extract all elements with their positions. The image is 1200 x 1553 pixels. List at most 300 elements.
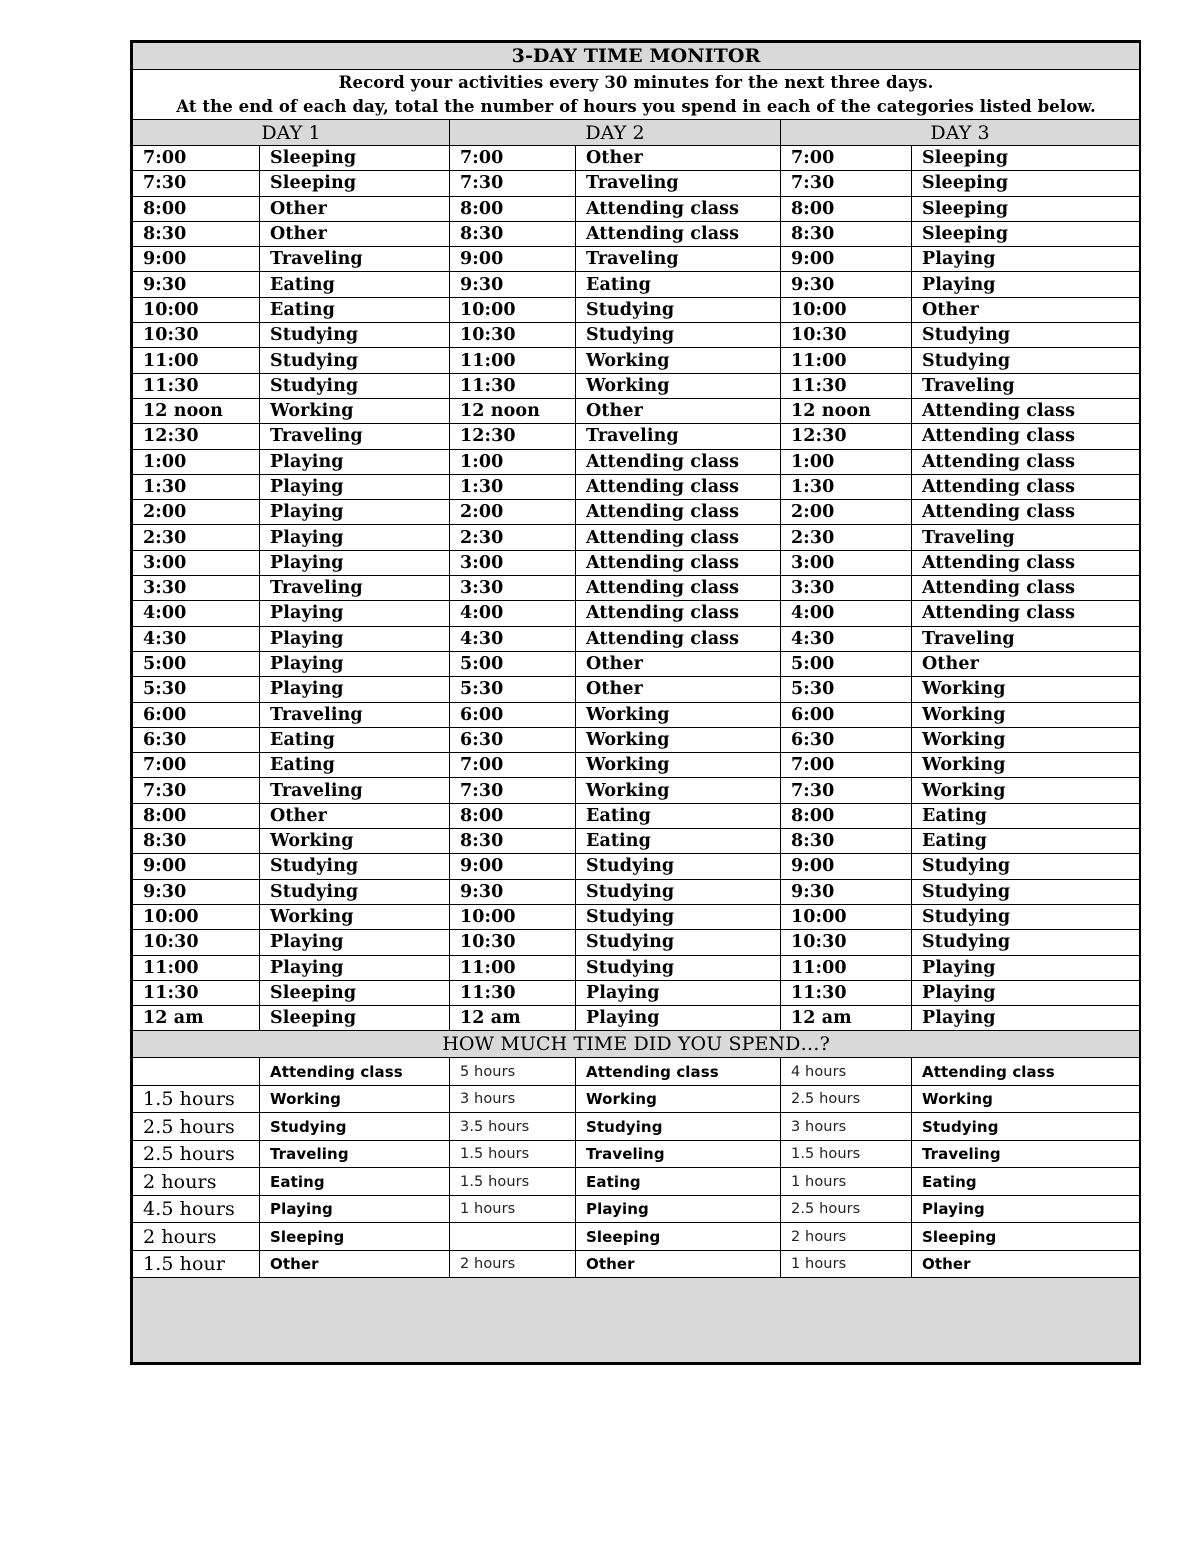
log-row bbox=[133, 980, 1140, 1005]
day-2-category: Attending class bbox=[576, 1058, 781, 1086]
day-3-time: 9:00 bbox=[781, 854, 912, 879]
day-2-time: 12 noon bbox=[450, 398, 576, 423]
day-3-time: 4:30 bbox=[781, 626, 912, 651]
day-1-category: Traveling bbox=[260, 1140, 450, 1168]
day-2-category: Playing bbox=[576, 1195, 781, 1223]
day-2-time: 6:30 bbox=[450, 727, 576, 752]
day-2-activity: Working bbox=[576, 373, 781, 398]
day-1-time: 12 am bbox=[133, 1006, 260, 1031]
log-row bbox=[133, 221, 1140, 246]
log-row bbox=[133, 1006, 1140, 1031]
day-3-activity: Eating bbox=[912, 829, 1140, 854]
day-1-time: 7:30 bbox=[133, 778, 260, 803]
day-2-hours: 3 hours bbox=[450, 1085, 576, 1113]
day-1-time: 4:00 bbox=[133, 601, 260, 626]
log-row bbox=[133, 677, 1140, 702]
day-2-activity: Attending class bbox=[576, 576, 781, 601]
day-1-time: 7:00 bbox=[133, 146, 260, 171]
day-1-time: 10:30 bbox=[133, 930, 260, 955]
day-1-activity: Playing bbox=[260, 601, 450, 626]
day-2-category: Working bbox=[576, 1085, 781, 1113]
day-3-activity: Attending class bbox=[912, 576, 1140, 601]
day-3-time: 9:30 bbox=[781, 272, 912, 297]
day-3-activity: Working bbox=[912, 677, 1140, 702]
day-1-activity: Playing bbox=[260, 626, 450, 651]
day-1-time: 9:30 bbox=[133, 879, 260, 904]
instructions bbox=[133, 70, 1140, 120]
day-2-activity: Traveling bbox=[576, 424, 781, 449]
day-3-category: Eating bbox=[912, 1168, 1140, 1196]
day-2-time: 7:00 bbox=[450, 753, 576, 778]
day-1-activity: Eating bbox=[260, 272, 450, 297]
day-3-activity: Attending class bbox=[912, 474, 1140, 499]
day-2-time: 7:30 bbox=[450, 171, 576, 196]
day-2-category: Other bbox=[576, 1250, 781, 1278]
day-1-activity: Sleeping bbox=[260, 980, 450, 1005]
day-3-activity: Attending class bbox=[912, 398, 1140, 423]
day-3-time: 3:00 bbox=[781, 550, 912, 575]
log-row bbox=[133, 651, 1140, 676]
day-1-time: 1:00 bbox=[133, 449, 260, 474]
day-2-activity: Attending class bbox=[576, 474, 781, 499]
day-2-activity: Eating bbox=[576, 272, 781, 297]
day-2-activity: Attending class bbox=[576, 196, 781, 221]
log-row bbox=[133, 474, 1140, 499]
day-3-header: DAY 3 bbox=[781, 120, 1140, 146]
day-3-time: 2:30 bbox=[781, 525, 912, 550]
day-1-hours: 2 hours bbox=[133, 1168, 260, 1196]
day-3-activity: Studying bbox=[912, 879, 1140, 904]
day-2-activity: Studying bbox=[576, 297, 781, 322]
day-3-activity: Studying bbox=[912, 904, 1140, 929]
log-row bbox=[133, 753, 1140, 778]
day-2-time: 9:00 bbox=[450, 854, 576, 879]
time-monitor-sheet bbox=[130, 40, 1141, 1365]
day-1-activity: Playing bbox=[260, 500, 450, 525]
day-3-category: Working bbox=[912, 1085, 1140, 1113]
day-3-hours: 4 hours bbox=[781, 1058, 912, 1086]
summary-row bbox=[133, 1250, 1140, 1278]
day-1-time: 7:00 bbox=[133, 753, 260, 778]
day-3-category: Sleeping bbox=[912, 1223, 1140, 1251]
day-1-category: Studying bbox=[260, 1113, 450, 1141]
day-3-activity: Studying bbox=[912, 930, 1140, 955]
day-1-activity: Traveling bbox=[260, 247, 450, 272]
day-2-time: 8:00 bbox=[450, 803, 576, 828]
log-row bbox=[133, 727, 1140, 752]
day-1-activity: Eating bbox=[260, 297, 450, 322]
day-2-hours bbox=[450, 1223, 576, 1251]
day-3-activity: Attending class bbox=[912, 550, 1140, 575]
day-1-time: 2:30 bbox=[133, 525, 260, 550]
day-3-activity: Attending class bbox=[912, 449, 1140, 474]
log-row bbox=[133, 323, 1140, 348]
day-3-time: 5:00 bbox=[781, 651, 912, 676]
day-2-category: Sleeping bbox=[576, 1223, 781, 1251]
log-row bbox=[133, 500, 1140, 525]
day-1-time: 5:00 bbox=[133, 651, 260, 676]
log-row bbox=[133, 803, 1140, 828]
day-3-activity: Studying bbox=[912, 323, 1140, 348]
day-2-activity: Other bbox=[576, 677, 781, 702]
day-1-activity: Traveling bbox=[260, 778, 450, 803]
instructions-line-1: Record your activities every 30 minutes for the next three days. bbox=[338, 73, 934, 92]
day-2-activity: Eating bbox=[576, 829, 781, 854]
day-2-header: DAY 2 bbox=[450, 120, 781, 146]
day-2-time: 2:30 bbox=[450, 525, 576, 550]
day-3-hours: 2 hours bbox=[781, 1223, 912, 1251]
day-1-time: 11:30 bbox=[133, 373, 260, 398]
day-1-time: 4:30 bbox=[133, 626, 260, 651]
day-2-time: 11:30 bbox=[450, 373, 576, 398]
day-1-time: 10:00 bbox=[133, 297, 260, 322]
day-1-hours: 1.5 hour bbox=[133, 1250, 260, 1278]
day-2-hours: 5 hours bbox=[450, 1058, 576, 1086]
day-2-time: 5:00 bbox=[450, 651, 576, 676]
day-1-activity: Other bbox=[260, 196, 450, 221]
day-2-activity: Eating bbox=[576, 803, 781, 828]
day-1-activity: Other bbox=[260, 803, 450, 828]
day-1-category: Playing bbox=[260, 1195, 450, 1223]
log-row bbox=[133, 576, 1140, 601]
day-1-category: Other bbox=[260, 1250, 450, 1278]
day-2-activity: Attending class bbox=[576, 550, 781, 575]
day-3-time: 8:30 bbox=[781, 829, 912, 854]
day-3-category: Attending class bbox=[912, 1058, 1140, 1086]
day-2-activity: Attending class bbox=[576, 525, 781, 550]
day-1-time: 9:00 bbox=[133, 247, 260, 272]
day-3-time: 8:00 bbox=[781, 196, 912, 221]
day-1-activity: Studying bbox=[260, 323, 450, 348]
day-2-activity: Studying bbox=[576, 879, 781, 904]
day-1-activity: Traveling bbox=[260, 702, 450, 727]
day-3-time: 10:00 bbox=[781, 297, 912, 322]
day-1-time: 9:00 bbox=[133, 854, 260, 879]
day-3-time: 11:00 bbox=[781, 955, 912, 980]
day-1-hours: 4.5 hours bbox=[133, 1195, 260, 1223]
day-2-hours: 1.5 hours bbox=[450, 1168, 576, 1196]
log-row bbox=[133, 398, 1140, 423]
day-2-activity: Studying bbox=[576, 904, 781, 929]
day-2-time: 12 am bbox=[450, 1006, 576, 1031]
day-2-time: 7:30 bbox=[450, 778, 576, 803]
day-3-activity: Traveling bbox=[912, 373, 1140, 398]
log-row bbox=[133, 829, 1140, 854]
day-3-activity: Other bbox=[912, 651, 1140, 676]
day-1-time: 8:00 bbox=[133, 803, 260, 828]
day-1-activity: Playing bbox=[260, 550, 450, 575]
log-row bbox=[133, 424, 1140, 449]
day-2-time: 8:30 bbox=[450, 221, 576, 246]
day-1-time: 12 noon bbox=[133, 398, 260, 423]
day-3-time: 10:30 bbox=[781, 930, 912, 955]
day-2-time: 8:00 bbox=[450, 196, 576, 221]
day-2-time: 9:00 bbox=[450, 247, 576, 272]
day-3-category: Playing bbox=[912, 1195, 1140, 1223]
day-3-time: 6:00 bbox=[781, 702, 912, 727]
footer-area bbox=[133, 1278, 1140, 1363]
day-2-activity: Studying bbox=[576, 323, 781, 348]
day-3-time: 11:00 bbox=[781, 348, 912, 373]
summary-row bbox=[133, 1168, 1140, 1196]
day-3-activity: Playing bbox=[912, 272, 1140, 297]
day-1-time: 3:30 bbox=[133, 576, 260, 601]
day-3-time: 7:00 bbox=[781, 753, 912, 778]
day-2-time: 11:00 bbox=[450, 955, 576, 980]
day-2-time: 3:00 bbox=[450, 550, 576, 575]
day-1-activity: Playing bbox=[260, 651, 450, 676]
day-3-time: 7:00 bbox=[781, 146, 912, 171]
log-row bbox=[133, 626, 1140, 651]
log-row bbox=[133, 196, 1140, 221]
day-3-time: 10:00 bbox=[781, 904, 912, 929]
day-1-activity: Playing bbox=[260, 474, 450, 499]
day-1-activity: Playing bbox=[260, 449, 450, 474]
day-3-activity: Playing bbox=[912, 980, 1140, 1005]
day-3-activity: Eating bbox=[912, 803, 1140, 828]
day-1-activity: Studying bbox=[260, 854, 450, 879]
summary-row bbox=[133, 1085, 1140, 1113]
day-2-time: 6:00 bbox=[450, 702, 576, 727]
day-1-activity: Studying bbox=[260, 348, 450, 373]
day-2-activity: Working bbox=[576, 702, 781, 727]
instructions-line-2: At the end of each day, total the number of hours you spend in each of the categories listed below. bbox=[176, 97, 1096, 116]
day-3-activity: Other bbox=[912, 297, 1140, 322]
day-1-activity: Traveling bbox=[260, 576, 450, 601]
day-2-hours: 3.5 hours bbox=[450, 1113, 576, 1141]
day-3-activity: Working bbox=[912, 778, 1140, 803]
day-1-time: 12:30 bbox=[133, 424, 260, 449]
day-3-time: 5:30 bbox=[781, 677, 912, 702]
day-2-activity: Other bbox=[576, 146, 781, 171]
day-3-hours: 1.5 hours bbox=[781, 1140, 912, 1168]
day-3-time: 12:30 bbox=[781, 424, 912, 449]
day-3-activity: Traveling bbox=[912, 525, 1140, 550]
log-row bbox=[133, 955, 1140, 980]
day-3-time: 2:00 bbox=[781, 500, 912, 525]
day-2-activity: Traveling bbox=[576, 247, 781, 272]
day-3-hours: 2.5 hours bbox=[781, 1195, 912, 1223]
log-row bbox=[133, 879, 1140, 904]
day-2-activity: Studying bbox=[576, 955, 781, 980]
day-1-time: 7:30 bbox=[133, 171, 260, 196]
day-1-time: 11:30 bbox=[133, 980, 260, 1005]
day-2-category: Eating bbox=[576, 1168, 781, 1196]
day-2-activity: Playing bbox=[576, 980, 781, 1005]
day-2-time: 1:30 bbox=[450, 474, 576, 499]
day-3-time: 9:00 bbox=[781, 247, 912, 272]
day-1-hours bbox=[133, 1058, 260, 1086]
log-row bbox=[133, 930, 1140, 955]
log-row bbox=[133, 348, 1140, 373]
day-2-activity: Other bbox=[576, 398, 781, 423]
day-1-time: 10:30 bbox=[133, 323, 260, 348]
day-2-activity: Studying bbox=[576, 854, 781, 879]
day-3-activity: Playing bbox=[912, 955, 1140, 980]
day-1-hours: 2.5 hours bbox=[133, 1113, 260, 1141]
day-3-time: 6:30 bbox=[781, 727, 912, 752]
day-3-activity: Sleeping bbox=[912, 221, 1140, 246]
day-3-activity: Sleeping bbox=[912, 171, 1140, 196]
log-row bbox=[133, 272, 1140, 297]
day-2-category: Traveling bbox=[576, 1140, 781, 1168]
day-2-category: Studying bbox=[576, 1113, 781, 1141]
day-2-activity: Attending class bbox=[576, 221, 781, 246]
day-1-activity: Eating bbox=[260, 727, 450, 752]
day-2-activity: Working bbox=[576, 753, 781, 778]
log-row bbox=[133, 247, 1140, 272]
log-row bbox=[133, 449, 1140, 474]
day-2-time: 10:30 bbox=[450, 323, 576, 348]
day-2-hours: 1.5 hours bbox=[450, 1140, 576, 1168]
day-1-time: 8:00 bbox=[133, 196, 260, 221]
day-3-category: Traveling bbox=[912, 1140, 1140, 1168]
day-1-activity: Playing bbox=[260, 955, 450, 980]
day-3-hours: 2.5 hours bbox=[781, 1085, 912, 1113]
day-2-time: 11:00 bbox=[450, 348, 576, 373]
day-3-activity: Working bbox=[912, 753, 1140, 778]
log-row bbox=[133, 550, 1140, 575]
day-2-time: 10:00 bbox=[450, 904, 576, 929]
day-3-category: Other bbox=[912, 1250, 1140, 1278]
day-3-hours: 1 hours bbox=[781, 1250, 912, 1278]
day-2-time: 10:30 bbox=[450, 930, 576, 955]
day-1-time: 3:00 bbox=[133, 550, 260, 575]
day-2-activity: Studying bbox=[576, 930, 781, 955]
day-3-activity: Attending class bbox=[912, 500, 1140, 525]
day-1-activity: Playing bbox=[260, 525, 450, 550]
day-1-time: 5:30 bbox=[133, 677, 260, 702]
summary-row bbox=[133, 1113, 1140, 1141]
day-3-time: 1:00 bbox=[781, 449, 912, 474]
day-1-category: Attending class bbox=[260, 1058, 450, 1086]
day-2-activity: Attending class bbox=[576, 500, 781, 525]
day-1-time: 6:00 bbox=[133, 702, 260, 727]
day-1-activity: Sleeping bbox=[260, 171, 450, 196]
day-1-time: 11:00 bbox=[133, 348, 260, 373]
day-2-activity: Attending class bbox=[576, 601, 781, 626]
day-2-activity: Playing bbox=[576, 1006, 781, 1031]
day-1-activity: Eating bbox=[260, 753, 450, 778]
day-1-header: DAY 1 bbox=[133, 120, 450, 146]
log-row bbox=[133, 171, 1140, 196]
day-3-activity: Attending class bbox=[912, 424, 1140, 449]
day-3-time: 11:30 bbox=[781, 373, 912, 398]
day-2-activity: Working bbox=[576, 778, 781, 803]
day-3-activity: Traveling bbox=[912, 626, 1140, 651]
day-1-time: 11:00 bbox=[133, 955, 260, 980]
day-3-activity: Working bbox=[912, 727, 1140, 752]
day-1-activity: Studying bbox=[260, 879, 450, 904]
day-3-activity: Studying bbox=[912, 348, 1140, 373]
day-2-time: 2:00 bbox=[450, 500, 576, 525]
day-1-activity: Sleeping bbox=[260, 1006, 450, 1031]
day-1-time: 2:00 bbox=[133, 500, 260, 525]
day-1-activity: Other bbox=[260, 221, 450, 246]
day-2-activity: Attending class bbox=[576, 626, 781, 651]
day-3-time: 7:30 bbox=[781, 171, 912, 196]
day-3-hours: 1 hours bbox=[781, 1168, 912, 1196]
day-1-category: Sleeping bbox=[260, 1223, 450, 1251]
summary-row bbox=[133, 1058, 1140, 1086]
day-2-time: 9:30 bbox=[450, 272, 576, 297]
day-3-time: 12 noon bbox=[781, 398, 912, 423]
day-3-category: Studying bbox=[912, 1113, 1140, 1141]
day-3-time: 12 am bbox=[781, 1006, 912, 1031]
day-3-time: 1:30 bbox=[781, 474, 912, 499]
day-2-time: 9:30 bbox=[450, 879, 576, 904]
day-2-time: 4:30 bbox=[450, 626, 576, 651]
summary-title: HOW MUCH TIME DID YOU SPEND…? bbox=[133, 1031, 1140, 1058]
day-1-activity: Working bbox=[260, 398, 450, 423]
day-2-time: 12:30 bbox=[450, 424, 576, 449]
day-1-hours: 2 hours bbox=[133, 1223, 260, 1251]
day-1-activity: Working bbox=[260, 829, 450, 854]
day-1-time: 10:00 bbox=[133, 904, 260, 929]
day-2-time: 10:00 bbox=[450, 297, 576, 322]
day-3-hours: 3 hours bbox=[781, 1113, 912, 1141]
day-2-activity: Working bbox=[576, 348, 781, 373]
day-2-hours: 2 hours bbox=[450, 1250, 576, 1278]
log-row bbox=[133, 373, 1140, 398]
day-3-activity: Playing bbox=[912, 247, 1140, 272]
log-row bbox=[133, 854, 1140, 879]
day-3-time: 8:00 bbox=[781, 803, 912, 828]
day-1-activity: Studying bbox=[260, 373, 450, 398]
day-1-hours: 1.5 hours bbox=[133, 1085, 260, 1113]
day-1-activity: Playing bbox=[260, 930, 450, 955]
log-row bbox=[133, 778, 1140, 803]
day-1-activity: Traveling bbox=[260, 424, 450, 449]
page-title: 3-DAY TIME MONITOR bbox=[133, 43, 1140, 70]
day-3-activity: Working bbox=[912, 702, 1140, 727]
day-1-time: 8:30 bbox=[133, 829, 260, 854]
log-row bbox=[133, 904, 1140, 929]
day-1-hours: 2.5 hours bbox=[133, 1140, 260, 1168]
day-1-time: 8:30 bbox=[133, 221, 260, 246]
day-3-time: 11:30 bbox=[781, 980, 912, 1005]
log-row bbox=[133, 601, 1140, 626]
day-1-activity: Working bbox=[260, 904, 450, 929]
day-2-time: 4:00 bbox=[450, 601, 576, 626]
day-2-time: 8:30 bbox=[450, 829, 576, 854]
day-2-time: 3:30 bbox=[450, 576, 576, 601]
day-2-time: 11:30 bbox=[450, 980, 576, 1005]
day-2-activity: Traveling bbox=[576, 171, 781, 196]
day-3-time: 8:30 bbox=[781, 221, 912, 246]
day-3-time: 9:30 bbox=[781, 879, 912, 904]
day-3-activity: Studying bbox=[912, 854, 1140, 879]
day-2-activity: Other bbox=[576, 651, 781, 676]
day-2-time: 5:30 bbox=[450, 677, 576, 702]
day-3-activity: Sleeping bbox=[912, 196, 1140, 221]
log-row bbox=[133, 525, 1140, 550]
day-3-activity: Playing bbox=[912, 1006, 1140, 1031]
day-3-activity: Attending class bbox=[912, 601, 1140, 626]
day-3-activity: Sleeping bbox=[912, 146, 1140, 171]
day-2-activity: Attending class bbox=[576, 449, 781, 474]
time-monitor-table bbox=[132, 42, 1140, 1363]
day-2-hours: 1 hours bbox=[450, 1195, 576, 1223]
day-1-time: 9:30 bbox=[133, 272, 260, 297]
summary-row bbox=[133, 1223, 1140, 1251]
day-1-activity: Playing bbox=[260, 677, 450, 702]
day-3-time: 3:30 bbox=[781, 576, 912, 601]
day-2-time: 7:00 bbox=[450, 146, 576, 171]
log-row bbox=[133, 297, 1140, 322]
day-3-time: 10:30 bbox=[781, 323, 912, 348]
log-row bbox=[133, 146, 1140, 171]
